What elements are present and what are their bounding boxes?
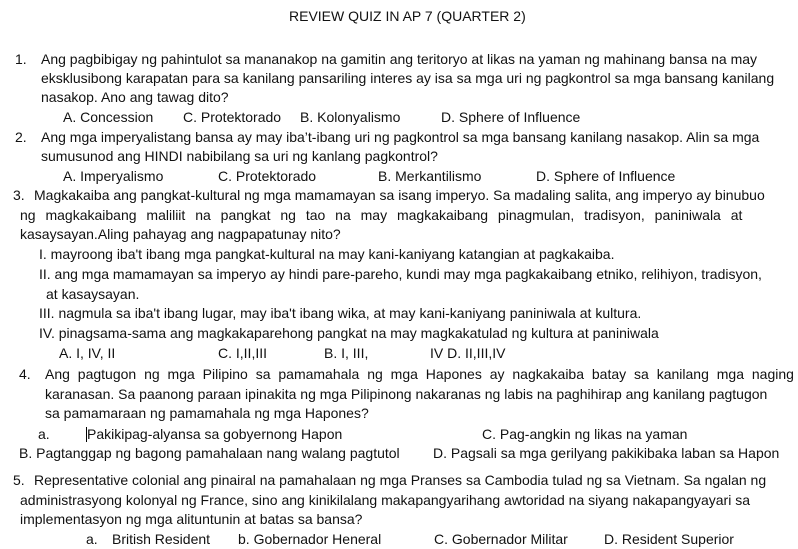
choice-c[interactable]: C. Protektorado <box>183 109 282 125</box>
question-text-line: Ang pagbibigay ng pahintulot sa mananakop na gamitin ang teritoryo at likas na yaman ng mahinang bansa na may <box>41 51 758 67</box>
choice-c[interactable]: C. Gobernador Militar <box>434 531 568 547</box>
question-text-line: kasaysayan.Aling pahayag ang nagpapatunay nito? <box>20 226 341 242</box>
choice-b[interactable]: B. I, III, <box>324 345 369 361</box>
choice-a[interactable]: A. Concession <box>63 109 154 125</box>
question-text-line: administrasyong kolonyal ng France, sino ang kinikilalang makapangyarihang awtoridad na siyang nakapangyayari sa <box>20 492 750 508</box>
statement-i: I. mayroong iba't ibang mga pangkat-kultural na may kani-kaniyang katangian at pagkakaiba. <box>39 246 615 262</box>
choice-b[interactable]: B. Merkantilismo <box>378 168 482 184</box>
question-text-line: Ang mga imperyalistang bansa ay may iba’t-ibang uri ng pagkontrol sa mga bansang kanilang nasakop. Alin sa mga <box>41 129 760 145</box>
choice-a[interactable]: Pakikipag-alyansa sa gobyernong Hapon <box>87 426 343 442</box>
question-text-line: Representative colonial ang pinairal na pamahalaan ng mga Pranses sa Cambodia tulad ng sa Vietnam. Sa ngalan ng <box>34 472 767 488</box>
choice-a[interactable]: A. Imperyalismo <box>63 168 164 184</box>
question-number: 2. <box>15 129 27 145</box>
choice-d[interactable]: D. Pagsali sa mga gerilyang pakikibaka laban sa Hapon <box>433 445 780 461</box>
question-number: 1. <box>15 51 27 67</box>
choice-b[interactable]: b. Gobernador Heneral <box>238 531 382 547</box>
quiz-title: REVIEW QUIZ IN AP 7 (QUARTER 2) <box>289 8 526 24</box>
choice-d[interactable]: IV D. II,III,IV <box>430 345 506 361</box>
question-number: 3. <box>13 187 25 203</box>
question-text-line: Magkakaiba ang pangkat-kultural ng mga mamamayan sa isang imperyo. Sa madaling salita, ang imperyo ay binubuo <box>34 187 765 203</box>
statement-iii: III. nagmula sa iba't ibang lugar, may iba't ibang wika, at may kani-kaniyang paniniwala at kultura. <box>39 305 642 321</box>
choice-a-marker: a. <box>86 531 98 547</box>
statement-ii: II. ang mga mamamayan sa imperyo ay hindi pare-pareho, kundi may mga pagkakaibang etniko, relihiyon, tradisyon, <box>39 266 762 282</box>
statement-iv: IV. pinagsama-sama ang magkakaparehong pangkat na may magkakatulad ng kultura at paniniwala <box>39 325 659 341</box>
question-text-line: ng magkakaibang maliliit na pangkat ng tao na may magkakaibang pinagmulan, tradisyon, paniniwala at <box>20 207 743 223</box>
choice-a[interactable]: A. I, IV, II <box>59 345 116 361</box>
question-number: 4. <box>19 366 31 382</box>
choice-c[interactable]: C. Pag-angkin ng likas na yaman <box>482 426 688 442</box>
choice-d[interactable]: D. Resident Superior <box>604 531 734 547</box>
choice-b[interactable]: B. Pagtanggap ng bagong pamahalaan nang walang pagtutol <box>19 445 400 461</box>
choice-d[interactable]: D. Sphere of Influence <box>441 109 581 125</box>
choice-c[interactable]: C. I,II,III <box>218 345 268 361</box>
choice-d[interactable]: D. Sphere of Influence <box>536 168 676 184</box>
question-text-line: karanasan. Sa paanong paraan ipinakita ng mga Pilipinong nakaranas ng labis na paghihirap ang kanilang pagtugon <box>45 386 768 402</box>
statement-ii-cont: at kasaysayan. <box>46 286 140 302</box>
question-text-line: eksklusibong karapatan para sa kanilang pansariling interes ay isa sa mga uri ng pagkontrol sa mga bansang kanilang <box>41 70 775 86</box>
choice-c[interactable]: C. Protektorado <box>218 168 317 184</box>
question-text-line: sa pamamaraan ng pamamahala ng mga Hapones? <box>45 405 369 421</box>
choice-b[interactable]: B. Kolonyalismo <box>300 109 401 125</box>
question-number: 5. <box>13 472 25 488</box>
choice-a-marker: a. <box>38 426 50 442</box>
question-text-line: implementasyon ng mga alituntunin at batas sa bansa? <box>20 511 363 527</box>
choice-a[interactable]: British Resident <box>112 531 211 547</box>
question-text-line: Ang pagtugon ng mga Pilipino sa pamamahala ng mga Hapones ay nagkakaiba batay sa kanilang mga naging <box>45 366 794 382</box>
question-text-line: sumusunod ang HINDI nabibilang sa uri ng kanlang pagkontrol? <box>41 148 438 164</box>
question-text-line: nasakop. Ano ang tawag dito? <box>41 89 229 105</box>
